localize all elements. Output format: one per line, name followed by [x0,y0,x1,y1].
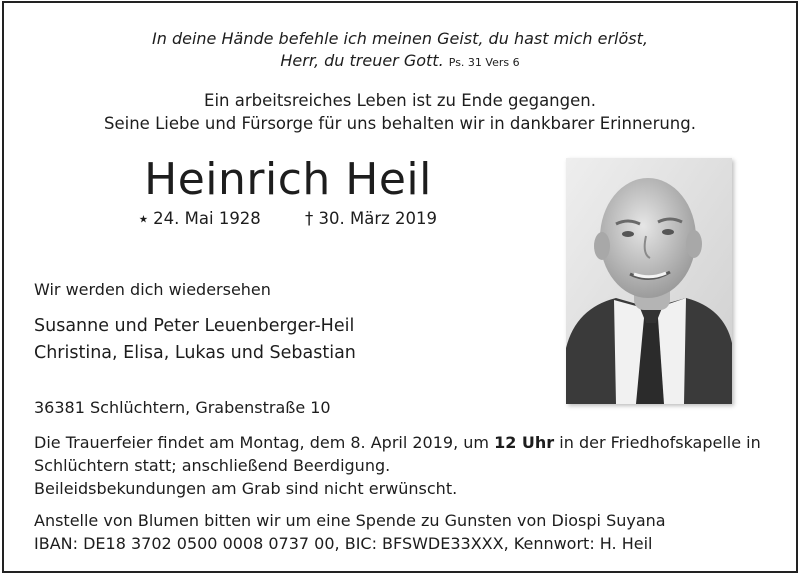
farewell-line: Wir werden dich wiedersehen [34,280,271,299]
service-line-2: Schlüchtern statt; anschließend Beerdigung. [34,456,391,475]
portrait-illustration [566,158,732,404]
family-line-1: Susanne und Peter Leuenberger-Heil [34,316,355,336]
verse-line-2 [4,50,796,74]
portrait-photo [566,158,732,404]
service-line-3: Beileidsbekundungen am Grab sind nicht erwünscht. [34,479,458,498]
verse-reference: Ps. 31 Vers 6 [448,56,520,69]
birth-date: ⭑ 24. Mai 1928 [139,209,261,228]
tribute-line-2: Seine Liebe und Fürsorge für uns behalten wir in dankbarer Erinnerung. [104,114,696,133]
service-time: 12 Uhr [494,433,555,452]
service-line-1 [34,432,761,454]
verse-line-1: In deine Hände befehle ich meinen Geist, du hast mich erlöst, [152,29,648,48]
service-text-before: Die Trauerfeier findet am Montag, dem 8. April 2019, um [34,433,495,452]
verse-text: Herr, du treuer Gott. [280,51,444,70]
tribute-line-1: Ein arbeitsreiches Leben ist zu Ende gegangen. [204,91,596,110]
service-text-after: in der Friedhofskapelle in [554,433,761,452]
address-line: 36381 Schlüchtern, Grabenstraße 10 [34,398,331,417]
donation-line-1: Anstelle von Blumen bitten wir um eine Spende zu Gunsten von Diospi Suyana [34,511,666,530]
death-date: † 30. März 2019 [305,209,438,228]
obituary-notice [2,1,798,573]
family-line-2: Christina, Elisa, Lukas und Sebastian [34,343,356,363]
deceased-name: Heinrich Heil [144,154,432,205]
donation-line-2: IBAN: DE18 3702 0500 0008 0737 00, BIC: BFSWDE33XXX, Kennwort: H. Heil [34,534,653,553]
